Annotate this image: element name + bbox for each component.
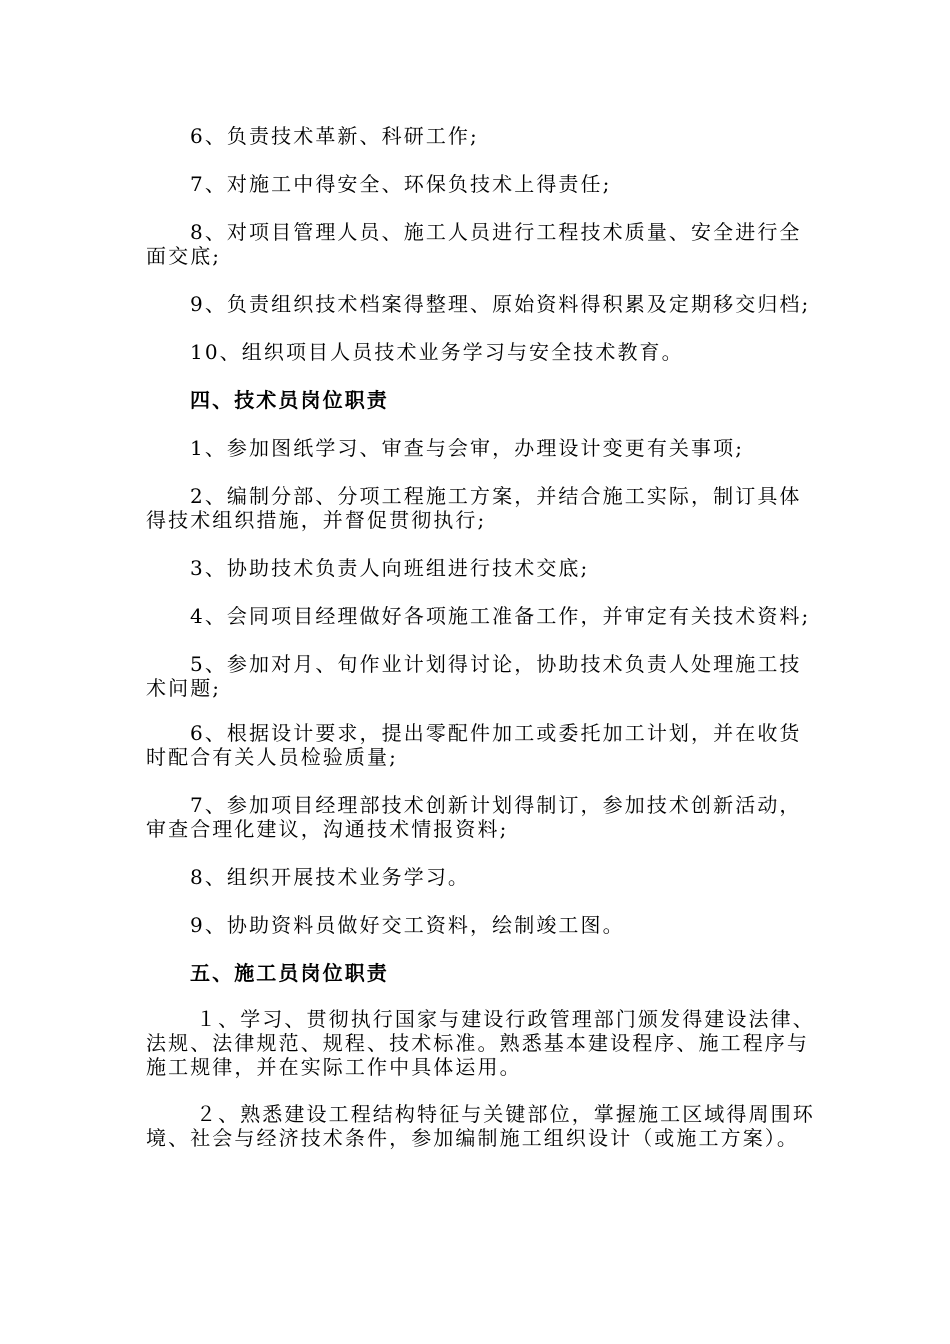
- paragraph: 9、负责组织技术档案得整理、原始资料得积累及定期移交归档;: [190, 292, 811, 316]
- paragraph: 3、协助技术负责人向班组进行技术交底;: [190, 556, 590, 580]
- paragraph: 7、参加项目经理部技术创新计划得制订，参加技术创新活动，审查合理化建议，沟通技术情报资料;: [146, 793, 802, 841]
- paragraph: 4、会同项目经理做好各项施工准备工作，并审定有关技术资料;: [190, 604, 811, 628]
- paragraph: 8、对项目管理人员、施工人员进行工程技术质量、安全进行全面交底;: [146, 220, 802, 268]
- section-heading: 五、施工员岗位职责: [190, 961, 389, 985]
- paragraph: 5、参加对月、旬作业计划得讨论，协助技术负责人处理施工技术问题;: [146, 652, 802, 700]
- paragraph: 6、负责技术革新、科研工作;: [190, 124, 479, 148]
- paragraph: ２、熟悉建设工程结构特征与关键部位，掌握施工区域得周围环境、社会与经济技术条件，参加编制施工组织设计（或施工方案）。: [146, 1102, 815, 1150]
- paragraph: 7、对施工中得安全、环保负技术上得责任;: [190, 172, 612, 196]
- paragraph: 8、组织开展技术业务学习。: [190, 865, 471, 889]
- section-heading: 四、技术员岗位职责: [190, 388, 389, 412]
- paragraph: 10、组织项目人员技术业务学习与安全技术教育。: [190, 340, 684, 364]
- paragraph: 6、根据设计要求，提出零配件加工或委托加工计划，并在收货时配合有关人员检验质量;: [146, 721, 802, 769]
- paragraph: 2、编制分部、分项工程施工方案，并结合施工实际，制订具体得技术组织措施，并督促贯彻执行;: [146, 484, 802, 532]
- paragraph: 1、参加图纸学习、审查与会审，办理设计变更有关事项;: [190, 436, 745, 460]
- paragraph: 9、协助资料员做好交工资料，绘制竣工图。: [190, 913, 625, 937]
- paragraph: １、学习、贯彻执行国家与建设行政管理部门颁发得建设法律、法规、法律规范、规程、技术标准。熟悉基本建设程序、施工程序与施工规律，并在实际工作中具体运用。: [146, 1007, 815, 1079]
